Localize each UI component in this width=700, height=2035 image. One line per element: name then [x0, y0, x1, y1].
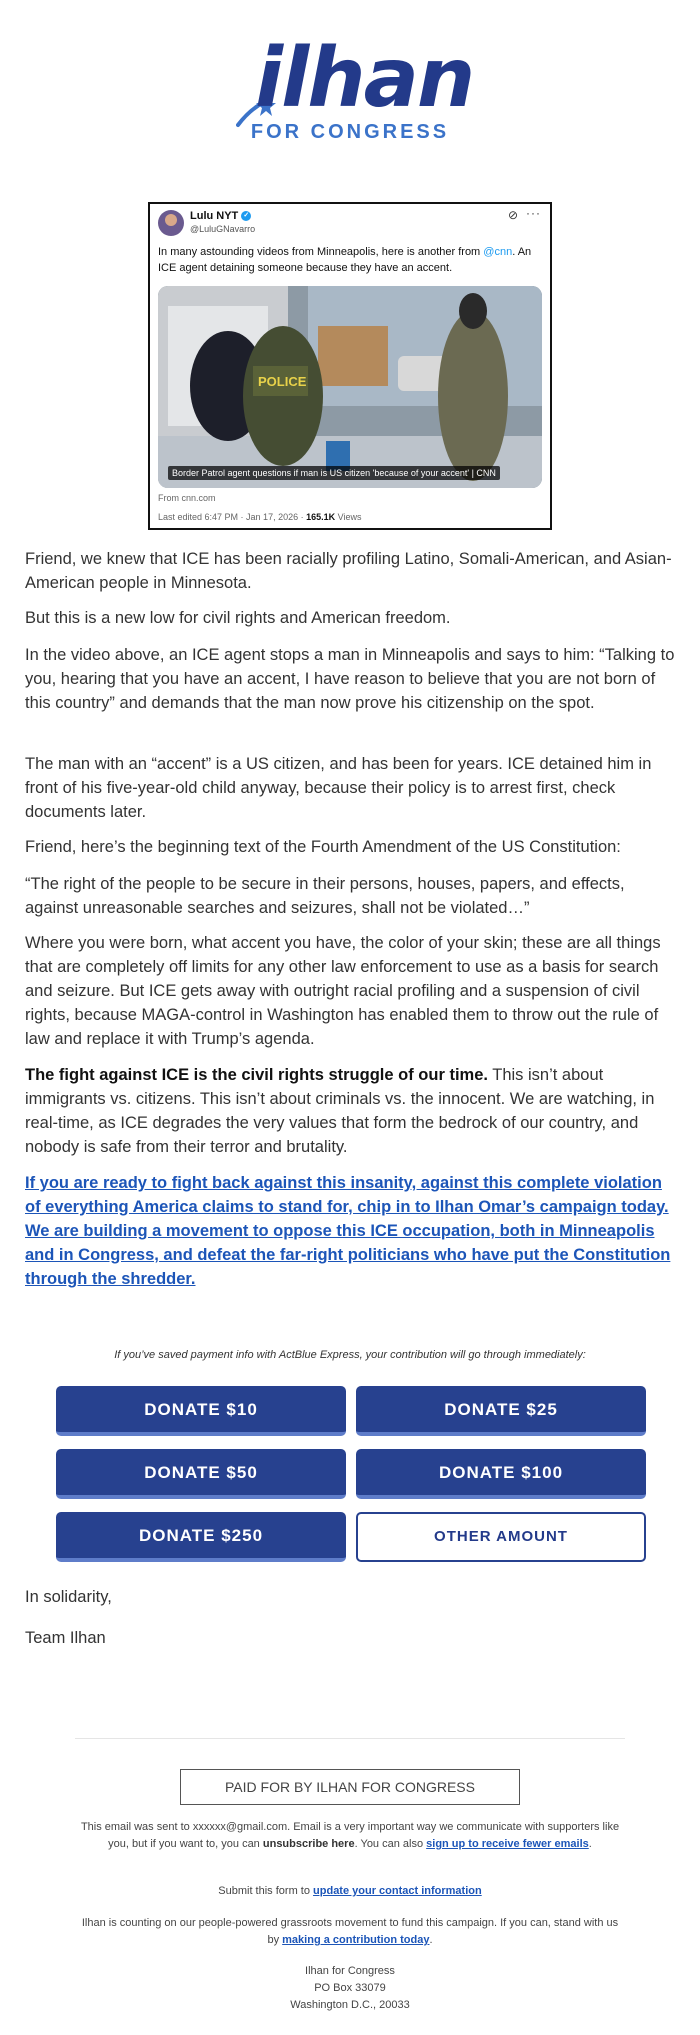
tweet-author-name: Lulu NYT ✓ — [190, 210, 251, 222]
fourth-amendment-quote: “The right of the people to be secure in their persons, houses, papers, and effects, against unreasonable searches and seizures, shall not be violated…” — [25, 875, 625, 917]
tweet-source[interactable]: From cnn.com — [158, 493, 216, 503]
campaign-logo — [0, 31, 700, 150]
actblue-express-note: If you’ve saved payment info with ActBlue Express, your contribution will go through immediately: — [114, 1349, 586, 1361]
body-paragraph-5: Friend, here’s the beginning text of the Fourth Amendment of the US Constitution: — [25, 838, 621, 856]
unsubscribe-link[interactable]: unsubscribe here — [262, 1838, 355, 1850]
fewer-emails-link[interactable]: sign up to receive fewer emails — [426, 1838, 589, 1850]
tweet-video[interactable] — [158, 286, 542, 488]
footer-org-name: Ilhan for Congress — [305, 1965, 395, 1977]
tweet-meta: Last edited 6:47 PM · Jan 17, 2026 · 165.1K Views — [158, 512, 362, 522]
body-paragraph-4: The man with an “accent” is a US citizen, and has been for years. ICE detained him in front of his five-year-old child anyway, because their policy is to arrest first, check documents later. — [25, 755, 652, 821]
video-frame-image — [158, 286, 542, 488]
body-paragraph-1: Friend, we knew that ICE has been racially profiling Latino, Somali-American, and Asian-American people in Minnesota. — [25, 550, 672, 592]
tweet-author-handle: @LuluGNavarro — [190, 224, 256, 234]
body-paragraph-8: The fight against ICE is the civil rights struggle of our time. This isn’t about immigrants vs. citizens. This isn’t about criminals vs. the innocent. We are watching, in real-time, as ICE degrades the very values that form the bedrock of our country, and nobody is safe from their terror and brutality. — [25, 1066, 655, 1156]
donate-10-button[interactable]: DONATE $10 — [56, 1386, 346, 1436]
recipient-email: xxxxxx@gmail.com — [192, 1821, 288, 1833]
body-paragraph-2: But this is a new low for civil rights and American freedom. — [25, 609, 451, 627]
footer-city: Washington D.C., 20033 — [290, 1999, 410, 2011]
donate-25-button[interactable]: DONATE $25 — [356, 1386, 646, 1436]
footer-po-box: PO Box 33079 — [314, 1982, 386, 1994]
donate-100-button[interactable]: DONATE $100 — [356, 1449, 646, 1499]
body-paragraph-3: In the video above, an ICE agent stops a man in Minneapolis and says to him: “Talking to you, hearing that you have an accent, I have reason to believe that you are not born of this country” and demands that the man now prove his citizenship on the spot. — [25, 646, 675, 712]
footer-divider — [75, 1738, 625, 1739]
signoff-line-2: Team Ilhan — [25, 1629, 106, 1647]
contribution-link[interactable]: making a contribution today — [282, 1934, 430, 1946]
logo-wordmark: ilhan — [255, 31, 474, 126]
donate-appeal-link[interactable]: If you are ready to fight back against this insanity, against this complete violation of everything America claims to stand for, chip in to Ilhan Omar’s campaign today. We are building a movement to oppose this ICE occupation, both in Minneapolis and in Congress, and defeat the far-right politicians who have put the Constitution through the shredder. — [25, 1174, 671, 1288]
footer-update-notice: Submit this form to update your contact information — [218, 1885, 482, 1897]
body-paragraph-7: Where you were born, what accent you have, the color of your skin; these are all things that are completely off limits for any other law enforcement to use as a basis for search and seizure. But ICE gets away with outright racial profiling and a suspension of civil rights, because MAGA-control in Washington has enabled them to throw out the rule of law and replace it with Trump’s agenda. — [25, 934, 661, 1048]
video-caption: Border Patrol agent questions if man is US citizen 'because of your accent' | CNN — [168, 466, 500, 480]
footer-email-notice: This email was sent to xxxxxx@gmail.com. Email is a very important way we communicate with supporters like you, but if you want to, you can unsubscribe here. You can also sign up to receive fewer emails. — [80, 1821, 620, 1850]
tweet-text: In many astounding videos from Minneapolis, here is another from @cnn. An ICE agent detaining someone because they have an accent. — [158, 246, 532, 274]
paid-for-disclaimer: PAID FOR BY ILHAN FOR CONGRESS — [180, 1769, 520, 1805]
signoff-line-1: In solidarity, — [25, 1588, 112, 1606]
update-contact-link[interactable]: update your contact information — [313, 1885, 482, 1897]
svg-text:POLICE: POLICE — [258, 374, 307, 389]
verified-badge-icon: ✓ — [241, 211, 251, 221]
donate-50-button[interactable]: DONATE $50 — [56, 1449, 346, 1499]
grok-icon[interactable]: ⊘ — [508, 208, 519, 222]
other-amount-button[interactable]: OTHER AMOUNT — [356, 1512, 646, 1562]
more-options-icon[interactable]: ··· — [526, 206, 541, 220]
embedded-tweet[interactable] — [148, 202, 552, 530]
avatar — [158, 210, 184, 236]
cnn-mention-link[interactable]: @cnn — [483, 246, 513, 258]
footer-grassroots-notice: Ilhan is counting on our people-powered grassroots movement to fund this campaign. If you can, stand with us by making a contribution today. — [81, 1917, 619, 1946]
logo-tagline: FOR CONGRESS — [250, 121, 450, 143]
donate-250-button[interactable]: DONATE $250 — [56, 1512, 346, 1562]
